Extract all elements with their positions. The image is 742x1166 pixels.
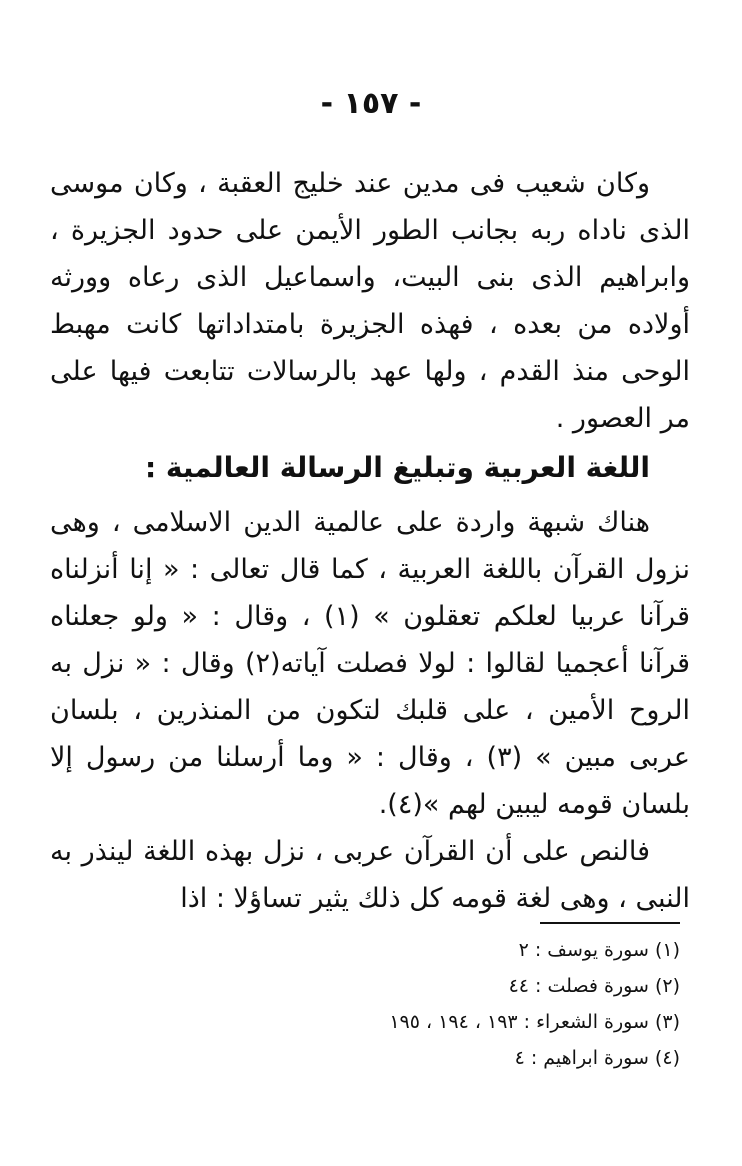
footnotes [120,932,680,1076]
paragraph-arabian-peninsula: وكان شعيب فى مدين عند خليج العقبة ، وكان موسى الذى ناداه ربه بجانب الطور الأيمن على حدود الجزيرة ، وابراهيم الذى بنى البيت، واسماعيل الذى رعاه وورثه أولاده من بعده ، فهذه الجزيرة بامتداداتها كانت مهبط الوحى منذ القدم ، ولها عهد بالرسالات تتابعت فيها على مر العصور . [50,168,690,434]
footnote-4: (٤) سورة ابراهيم : ٤ [514,1047,680,1069]
page-number: - ١٥٧ - [320,86,422,121]
footnote-3: (٣) سورة الشعراء : ١٩٣ ، ١٩٤ ، ١٩٥ [389,1011,680,1033]
section-heading: اللغة العربية وتبليغ الرسالة العالمية : [144,451,650,484]
paragraph-arabic-language: هناك شبهة واردة على عالمية الدين الاسلامى ، وهى نزول القرآن باللغة العربية ، كما قال تعالى : « إنا أنزلناه قرآنا عربيا لعلكم تعقلون » (١) ، وقال : « ولو جعلناه قرآنا أعجميا لقالوا : لولا فصلت آياته(٢) وقال : « نزل به الروح الأمين ، على قلبك لتكون من المنذرين ، بلسان عربى مبين » (٣) ، وقال : « وما أرسلنا من رسول إلا بلسان قومه ليبين لهم »(٤). [50,507,690,820]
footnote-1: (١) سورة يوسف : ٢ [518,939,680,961]
footnote-2: (٢) سورة فصلت : ٤٤ [508,975,680,997]
footnote-divider [540,922,680,924]
main-text [50,160,690,922]
paragraph-quran-arabic: فالنص على أن القرآن عربى ، نزل بهذه اللغة لينذر به النبى ، وهى لغة قومه كل ذلك يثير تساؤلا : اذا [50,836,690,914]
